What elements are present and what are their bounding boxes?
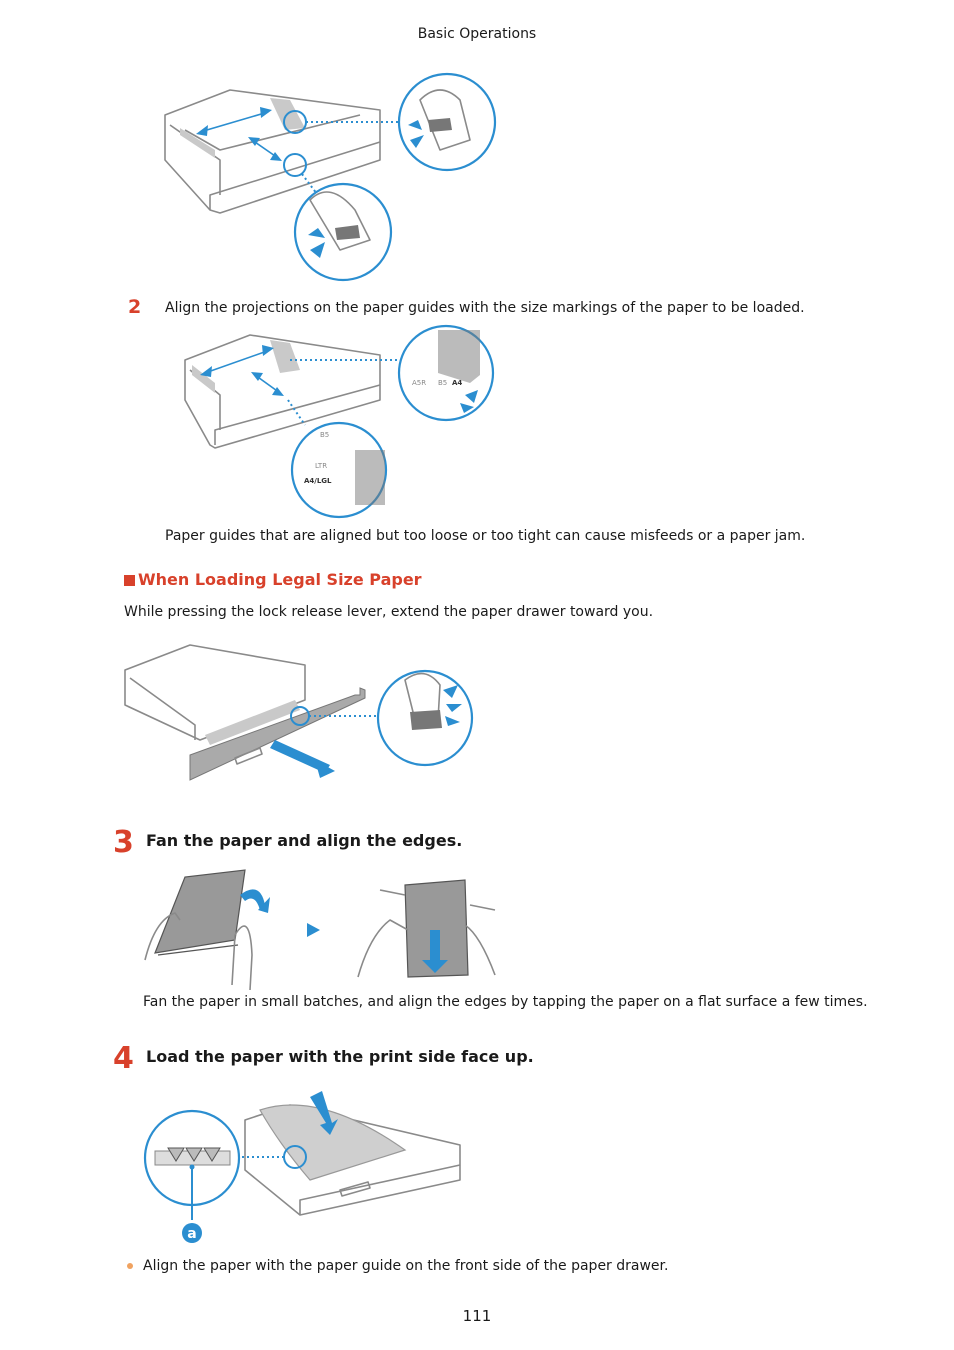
- section-title: When Loading Legal Size Paper: [138, 570, 422, 589]
- step-title: Fan the paper and align the edges.: [146, 831, 463, 850]
- bullet-text: Align the paper with the paper guide on the front side of the paper drawer.: [143, 1258, 669, 1274]
- section-text: While pressing the lock release lever, extend the paper drawer toward you.: [124, 604, 654, 620]
- load-paper-illustration: [140, 1085, 470, 1250]
- mark-b5: B5: [438, 379, 448, 387]
- extend-drawer-illustration: [120, 640, 480, 790]
- mark-a4: A4: [452, 379, 463, 387]
- size-marking-illustration: [180, 325, 500, 525]
- step-number: 3: [113, 825, 134, 860]
- mark-b5-bottom: B5: [320, 431, 330, 439]
- callout-label: a: [187, 1226, 197, 1242]
- mark-ltr: LTR: [315, 462, 328, 470]
- running-header: Basic Operations: [417, 26, 537, 42]
- fan-paper-illustration: [140, 865, 510, 995]
- step-note: Fan the paper in small batches, and align the edges by tapping the paper on a flat surface a few times.: [143, 994, 868, 1010]
- step-number: 4: [113, 1041, 134, 1076]
- bullet-icon: [127, 1263, 133, 1269]
- step-text: Align the projections on the paper guides with the size markings of the paper to be loaded.: [165, 300, 805, 316]
- step-number: 2: [128, 296, 142, 318]
- tray-guides-illustration: [160, 70, 500, 285]
- step-title: Load the paper with the print side face up.: [146, 1047, 534, 1066]
- mark-a4-lgl: A4/LGL: [304, 477, 332, 485]
- mark-a5r: A5R: [412, 379, 427, 387]
- page-number: 111: [462, 1307, 492, 1325]
- section-heading: [124, 570, 422, 589]
- step-note: Paper guides that are aligned but too loose or too tight can cause misfeeds or a paper jam.: [165, 528, 806, 544]
- section-square-icon: [124, 575, 135, 586]
